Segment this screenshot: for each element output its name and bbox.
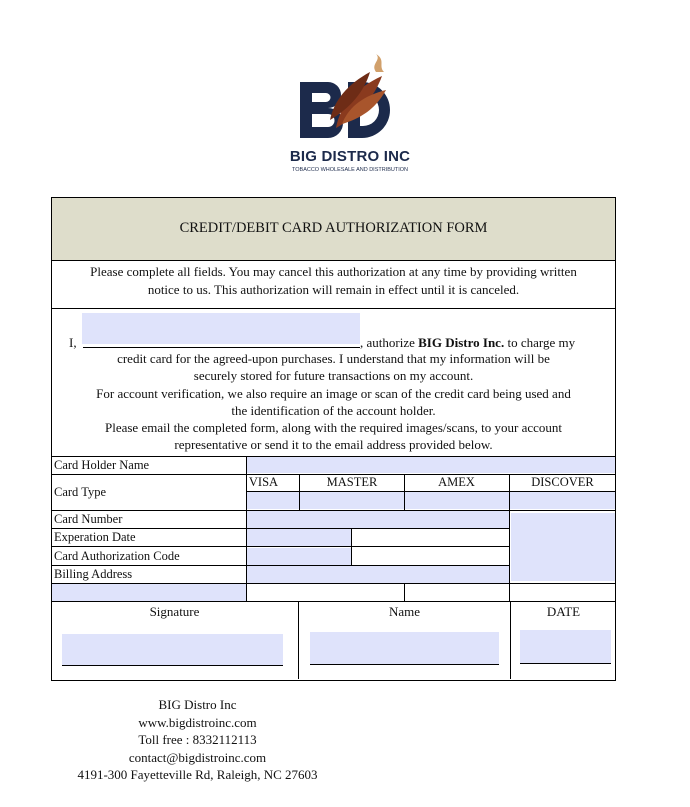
card-type-master: MASTER — [326, 475, 378, 489]
footer-contact — [50, 696, 345, 784]
auth-suffix-plain: , authorize — [360, 335, 419, 350]
card-auth-code-input[interactable] — [247, 548, 351, 565]
auth-company-name: BIG Distro Inc. — [418, 335, 505, 350]
card-auth-code-label: Card Authorization Code — [54, 549, 180, 563]
auth-prefix: I, — [69, 335, 77, 350]
card-number-label: Card Number — [54, 512, 123, 526]
auth-line-2: credit card for the agreed-upon purchases. I understand that my information will be — [117, 351, 550, 366]
auth-paragraph — [51, 350, 616, 454]
card-type-label: Card Type — [54, 485, 107, 499]
footer-website[interactable]: www.bigdistroinc.com — [138, 714, 257, 730]
card-number-input[interactable] — [247, 511, 509, 528]
card-holder-name-input[interactable] — [247, 457, 615, 473]
auth-line-3: securely stored for future transactions on my account. — [193, 368, 474, 384]
date-label: DATE — [546, 604, 581, 619]
authorization-form — [51, 197, 616, 681]
logo-tagline: TOBACCO WHOLESALE AND DISTRIBUTION — [291, 167, 409, 173]
footer-toll-free: Toll free : 8332112113 — [138, 732, 257, 748]
form-title: CREDIT/DEBIT CARD AUTHORIZATION FORM — [179, 220, 488, 236]
billing-address-label: Billing Address — [54, 567, 133, 581]
footer-company: BIG Distro Inc — [158, 697, 237, 712]
name-input[interactable] — [310, 632, 499, 665]
expiration-date-input[interactable] — [247, 529, 351, 546]
signature-input[interactable] — [62, 634, 283, 666]
auth-line-4: For account verification, we also require an image or scan of the credit card being used and — [96, 385, 571, 401]
footer-address: 4191-300 Fayetteville Rd, Raleigh, NC 27603 — [77, 767, 318, 783]
card-image-area[interactable] — [511, 513, 615, 581]
authorizer-name-input[interactable] — [82, 313, 360, 344]
card-holder-name-label: Card Holder Name — [54, 458, 150, 472]
auth-suffix-after: to charge my — [504, 335, 576, 350]
company-logo — [290, 50, 410, 180]
form-notice — [51, 263, 616, 299]
card-type-master-check[interactable] — [300, 492, 404, 509]
logo-brand-name: BIG DISTRO INC — [289, 148, 411, 165]
date-input[interactable] — [520, 630, 611, 664]
card-type-visa-check[interactable] — [247, 492, 300, 509]
footer-email[interactable]: contact@bigdistroinc.com — [128, 749, 267, 765]
card-type-visa: VISA — [248, 475, 279, 489]
billing-address-extra-input[interactable] — [52, 584, 246, 601]
expiration-date-label: Experation Date — [54, 530, 136, 544]
auth-line-5: the identification of the account holder. — [231, 402, 436, 418]
notice-line-2: notice to us. This authorization will remain in effect until it is canceled. — [147, 282, 520, 297]
notice-line-1: Please complete all fields. You may cancel this authorization at any time by providing written — [90, 264, 577, 279]
auth-line-6: Please email the completed form, along with the required images/scans, to your account — [104, 420, 563, 436]
signature-label: Signature — [149, 604, 200, 619]
logo-emblem-icon — [290, 50, 410, 150]
card-type-amex: AMEX — [438, 475, 475, 489]
billing-address-input[interactable] — [247, 566, 509, 583]
auth-line-7: representative or send it to the email address provided below. — [174, 437, 493, 453]
card-type-discover-check[interactable] — [509, 492, 615, 509]
card-type-discover: DISCOVER — [531, 475, 594, 489]
name-label: Name — [388, 604, 421, 619]
card-type-amex-check[interactable] — [404, 492, 509, 509]
